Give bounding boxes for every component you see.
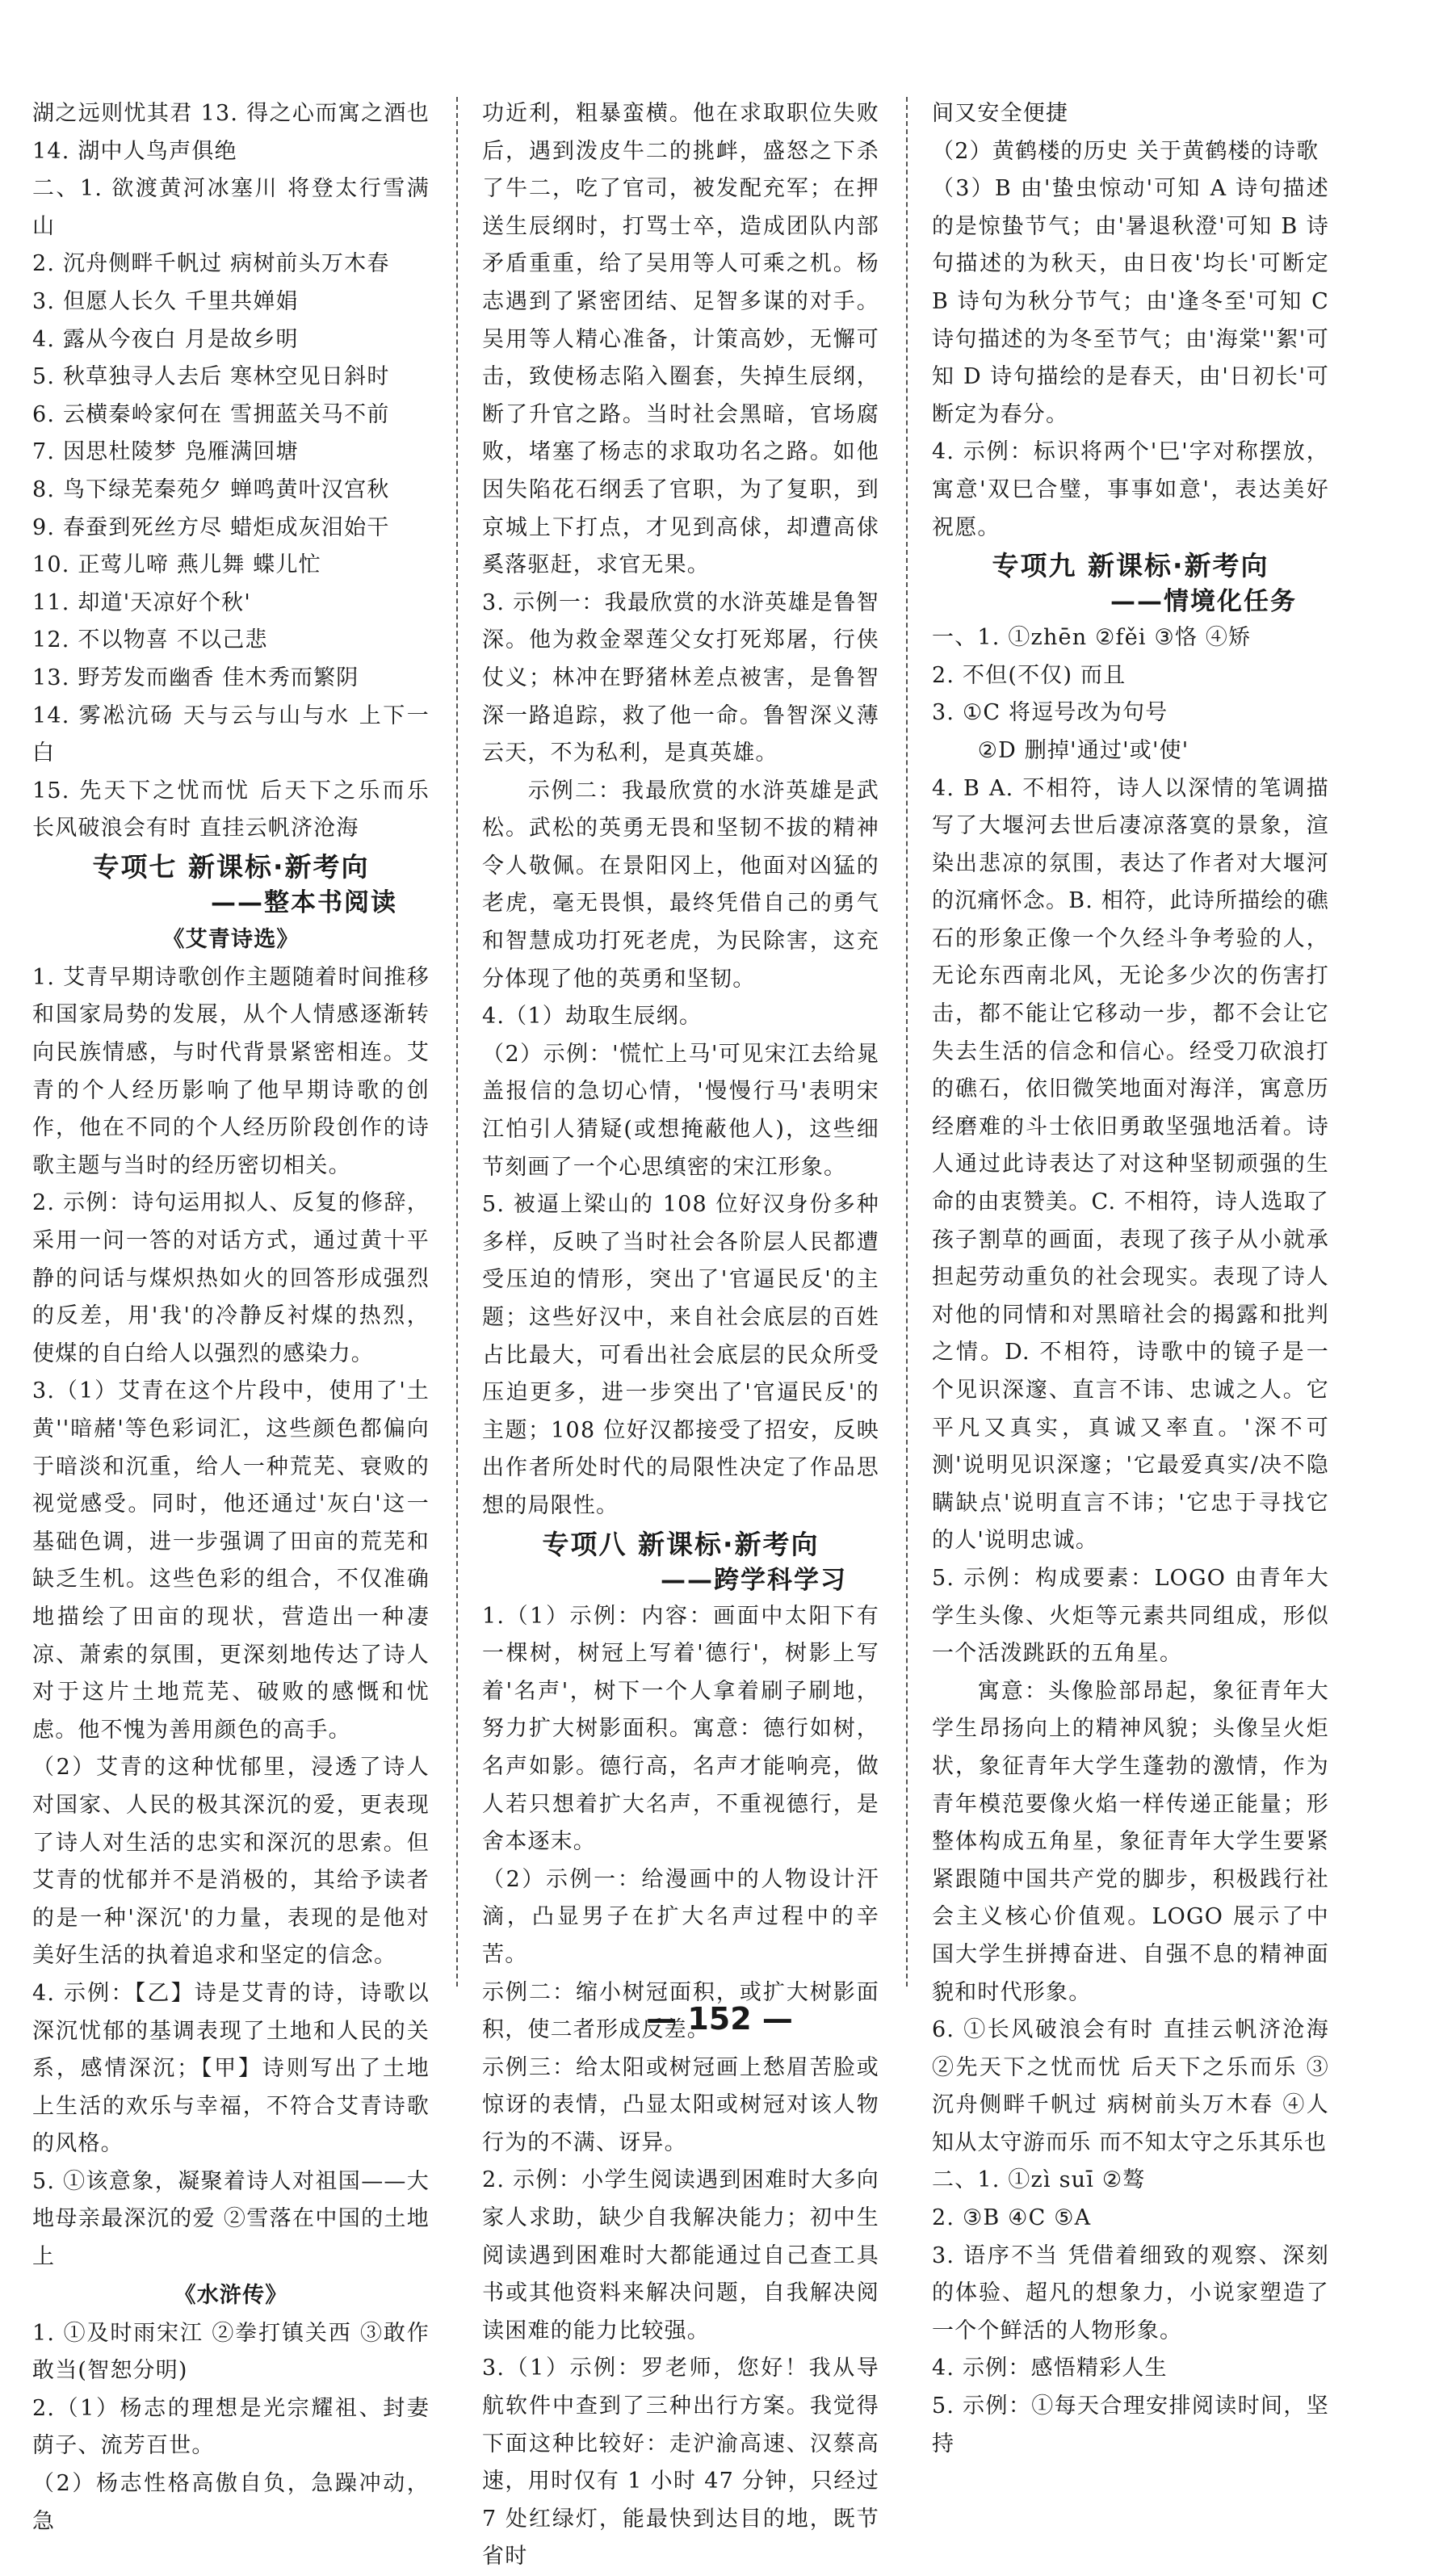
answer-line: 9. 春蚕到死丝方尽 蜡炬成灰泪始干 (32, 514, 390, 540)
answer-paragraph: ②D 删掉'通过'或'使' (977, 737, 1189, 763)
column-divider (906, 97, 908, 1987)
answer-paragraph: （2）示例一：给漫画中的人物设计汗滴，凸显男子在扩大名声过程中的辛苦。 (482, 1866, 879, 1967)
answer-paragraph: 3.（1）示例：罗老师，您好！我从导航软件中查到了三种出行方案。我觉得下面这种比较好：走沪渝高速、汉蔡高速，用时仅有 1 小时 47 分钟，只经过 7 处红绿灯，能最快到达目的地，既节省时 (482, 2356, 879, 2570)
column-divider (456, 97, 458, 1987)
answer-line: 7. 因思杜陵梦 凫雁满回塘 (32, 439, 299, 465)
answer-paragraph: 2. 不但(不仅) 而且 (932, 662, 1126, 688)
answer-paragraph: 4. 示例：【乙】诗是艾青的诗，诗歌以深沉忧郁的基调表现了土地和人民的关系，感情深沉；【甲】诗则写出了土地上生活的欢乐与幸福，不符合艾青诗歌的风格。 (32, 1980, 430, 2157)
answer-line: 6. 云横秦岭家何在 雪拥蓝关马不前 (32, 401, 390, 427)
column-right (932, 95, 1329, 2463)
answer-paragraph: 3.（1）艾青在这个片段中，使用了'土黄''暗赭'等色彩词汇，这些颜色都偏向于暗淡和沉重，给人一种荒芜、衰败的视觉感受。同时，他还通过'灰白'这一基础色调，进一步强调了田亩的荒芜和缺乏生机。这些色彩的组合，不仅准确地描绘了田亩的现状，营造出一种凄凉、萧索的氛围，更深刻地传达了诗人对于这片土地荒芜、破败的感慨和忧虑。他不愧为善用颜色的高手。 (32, 1378, 430, 1743)
answer-paragraph: 2. 示例：小学生阅读遇到困难时大多向家人求助，缺少自我解决能力；初中生阅读遇到困难时大都能通过自己查工具书或其他资料来解决问题，自我解决阅读困难的能力比较强。 (482, 2167, 879, 2343)
answer-paragraph: 5. ①该意象，凝聚着诗人对祖国——大地母亲最深沉的爱 ②雪落在中国的土地上 (32, 2168, 430, 2270)
section-title: 专项九 新课标·新考向 (992, 550, 1269, 582)
section-subtitle: ——跨学科学习 (661, 1565, 847, 1595)
section-subtitle: ——整本书阅读 (211, 887, 397, 917)
answer-paragraph: 示例三：给太阳或树冠画上愁眉苦脸或惊讶的表情，凸显太阳或树冠对该人物行为的不满、讶异。 (482, 2054, 879, 2155)
book-title: 《艾青诗选》 (162, 926, 300, 952)
answer-line: 11. 却道'天凉好个秋' (32, 589, 251, 615)
answer-paragraph: 二、1. ①zì suī ②骜 (932, 2167, 1146, 2193)
answer-paragraph: 4. 示例：感悟精彩人生 (932, 2356, 1168, 2381)
answer-paragraph: 示例二：缩小树冠面积，或扩大树影面积，使二者形成反差。 (482, 1979, 879, 2043)
answer-paragraph: 2. 示例：诗句运用拟人、反复的修辞，采用一问一答的对话方式，通过黄十平静的问话与煤炽热如火的回答形成强烈的反差，用'我'的冷静反衬煤的热烈，使煤的自白给人以强烈的感染力。 (32, 1190, 430, 1366)
answer-paragraph: 间又安全便捷 (932, 101, 1069, 126)
answer-paragraph: （3）B 由'蛰虫惊动'可知 A 诗句描述的是惊蛰节气；由'暑退秋澄'可知 B 诗句描述的为秋天，由日夜'均长'可断定 B 诗句为秋分节气；由'逢冬至'可知 C 诗句描述的为冬至节气；由'海棠''絮'可知 D 诗句描绘的是春天，由'日初长'可断定为春分。 (932, 176, 1329, 427)
answer-paragraph: 3. 语序不当 凭借着细致的观察、深刻的体验、超凡的想象力，小说家塑造了一个个鲜活的人物形象。 (932, 2242, 1329, 2343)
answer-paragraph: 5. 被逼上梁山的 108 位好汉身份多种多样，反映了当时社会各阶层人民都遭受压迫的情形，突出了'官逼民反'的主题；这些好汉中，来自社会底层的百姓占比最大，可看出社会底层的民众所受压迫更多，进一步突出了'官逼民反'的主题；108 位好汉都接受了招安，反映出作者所处时代的局限性决定了作品思想的局限性。 (482, 1192, 879, 1518)
answer-paragraph: 3. ①C 将逗号改为句号 (932, 700, 1168, 726)
answer-line: 13. 野芳发而幽香 佳木秀而繁阴 (32, 665, 359, 690)
answer-paragraph: 5. 示例：构成要素：LOGO 由青年大学生头像、火炬等元素共同组成，形似一个活泼跳跃的五角星。 (932, 1565, 1329, 1667)
section-title: 专项八 新课标·新考向 (542, 1528, 820, 1560)
answer-paragraph: 6. ①长风破浪会有时 直挂云帆济沧海 ②先天下之忧而忧 后天下之乐而乐 ③沉舟侧畔千帆过 病树前头万木春 ④人知从太守游而乐 而不知太守之乐其乐也 (932, 2017, 1329, 2155)
answer-paragraph: 一、1. ①zhēn ②fěi ③恪 ④矫 (932, 625, 1252, 651)
answer-line: 2. 沉舟侧畔千帆过 病树前头万木春 (32, 251, 390, 277)
answer-paragraph: 1. ①及时雨宋江 ②拳打镇关西 ③敢作敢当(智恕分明) (32, 2320, 430, 2384)
answer-paragraph: 5. 示例：①每天合理安排阅读时间，坚持 (932, 2393, 1329, 2456)
answer-paragraph: 3. 示例一：我最欣赏的水浒英雄是鲁智深。他为救金翠莲父女打死郑屠，行侠仗义；林冲在野猪林差点被害，是鲁智深一路追踪，救了他一命。鲁智深义薄云天，不为私利，是真英雄。 (482, 589, 879, 766)
answer-line: 12. 不以物喜 不以己悲 (32, 627, 268, 653)
answer-paragraph: 示例二：我最欣赏的水浒英雄是武松。武松的英勇无畏和坚韧不拔的精神令人敬佩。在景阳冈上，他面对凶猛的老虎，毫无畏惧，最终凭借自己的勇气和智慧成功打死老虎，为民除害，这充分体现了他的英勇和坚韧。 (482, 778, 879, 992)
answer-paragraph: 2.（1）杨志的理想是光宗耀祖、封妻荫子、流芳百世。 (32, 2395, 430, 2459)
answer-paragraph: 4.（1）劫取生辰纲。 (482, 1004, 703, 1030)
book-title: 《水浒传》 (174, 2282, 288, 2308)
column-middle (482, 95, 879, 2576)
answer-line: 5. 秋草独寻人去后 寒林空见日斜时 (32, 364, 390, 390)
answer-line: 15. 先天下之忧而忧 后天下之乐而乐 长风破浪会有时 直挂云帆济沧海 (32, 778, 430, 841)
answer-paragraph: （2）示例：'慌忙上马'可见宋江去给晁盖报信的急切心情，'慢慢行马'表明宋江怕引人猜疑(或想掩蔽他人)，这些细节刻画了一个心思缜密的宋江形象。 (482, 1041, 879, 1180)
section-subtitle: ——情境化任务 (1110, 587, 1297, 617)
answer-line: 4. 露从今夜白 月是故乡明 (32, 326, 299, 352)
answer-paragraph: （2）艾青的这种忧郁里，浸透了诗人对国家、人民的极其深沉的爱，更表现了诗人对生活的忠实和深沉的思索。但艾青的忧郁并不是消极的，其给予读者的是一种'深沉'的力量，表现的是他对美好生活的执着追求和坚定的信念。 (32, 1755, 430, 1969)
page-number: — 152 — (646, 2001, 793, 2037)
answer-paragraph: 1.（1）示例：内容：画面中太阳下有一棵树，树冠上写着'德行'，树影上写着'名声'，树下一个人拿着刷子刷地，努力扩大树影面积。寓意：德行如树，名声如影。德行高，名声才能响亮，做人若只想着扩大名声，不重视德行，是舍本逐末。 (482, 1603, 879, 1855)
section-title: 专项七 新课标·新考向 (92, 850, 370, 883)
answer-paragraph: 4. B A. 不相符，诗人以深情的笔调描写了大堰河去世后凄凉落寞的景象，渲染出悲凉的氛围，表达了作者对大堰河的沉痛怀念。B. 相符，此诗所描绘的礁石的形象正像一个久经斗争考验的人，无论东西南北风，无论多少次的伤害打击，都不能让它移动一步，都不会让它失去生活的信念和信心。经受刀砍浪打的礁石，依旧微笑地面对海洋，寓意历经磨难的斗士依旧勇敢坚强地活着。诗人通过此诗表达了对这种坚韧顽强的生命的由衷赞美。C. 不相符，诗人选取了孩子割草的画面，表现了孩子从小就承担起劳动重负的社会现实。表现了诗人对他的同情和对黑暗社会的揭露和批判之情。D. 不相符，诗歌中的镜子是一个见识深邃、直言不讳、忠诚之人。它平凡又真实，真诚又率直。'深不可测'说明见识深邃；'它最爱真实/决不隐瞒缺点'说明直言不讳；'它忠于寻找它的人'说明忠诚。 (932, 775, 1329, 1554)
answer-line: 8. 鸟下绿芜秦苑夕 蝉鸣黄叶汉宫秋 (32, 476, 390, 502)
answer-paragraph: 寓意：头像脸部昂起，象征青年大学生昂扬向上的精神风貌；头像呈火炬状，象征青年大学生蓬勃的激情，作为青年模范要像火焰一样传递正能量；形整体构成五角星，象征青年大学生要紧紧跟随中国共产党的脚步，积极践行社会主义核心价值观。LOGO 展示了中国大学生拼搏奋进、自强不息的精神面貌和时代形象。 (932, 1678, 1329, 2005)
answer-line: 3. 但愿人长久 千里共婵娟 (32, 288, 299, 314)
answer-paragraph: 功近利，粗暴蛮横。他在求取职位失败后，遇到泼皮牛二的挑衅，盛怒之下杀了牛二，吃了官司，被发配充军；在押送生辰纲时，打骂士卒，造成团队内部矛盾重重，给了吴用等人可乘之机。杨志遇到了紧密团结、足智多谋的对手。吴用等人精心准备，计策高妙，无懈可击，致使杨志陷入圈套，失掉生辰纲，断了升官之路。当时社会黑暗，官场腐败，堵塞了杨志的求取功名之路。如他因失陷花石纲丢了官职，为了复职，到京城上下打点，才见到高俅，却遭高俅奚落驱赶，求官无果。 (482, 101, 879, 578)
answer-paragraph: （2）杨志性格高傲自负，急躁冲动，急 (32, 2471, 430, 2534)
answer-line: 10. 正莺儿啼 燕儿舞 蝶儿忙 (32, 552, 321, 578)
column-left (32, 95, 430, 2540)
answer-line: 14. 雾凇沆砀 天与云与山与水 上下一白 (32, 703, 430, 766)
answer-line: 湖之远则忧其君 13. 得之心而寓之酒也 14. 湖中人鸟声俱绝 (32, 101, 430, 164)
answer-paragraph: 2. ③B ④C ⑤A (932, 2205, 1092, 2231)
answer-paragraph: 4. 示例：标识将两个'巳'字对称摆放，寓意'双巳合璧，事事如意'，表达美好祝愿。 (932, 439, 1329, 540)
answer-paragraph: 1. 艾青早期诗歌创作主题随着时间推移和国家局势的发展，从个人情感逐渐转向民族情感，与时代背景紧密相连。艾青的个人经历影响了他早期诗歌的创作，他在不同的个人经历阶段创作的诗歌主题与当时的经历密切相关。 (32, 964, 430, 1178)
answer-paragraph: （2）黄鹤楼的历史 关于黄鹤楼的诗歌 (932, 138, 1319, 164)
answer-line: 二、1. 欲渡黄河冰塞川 将登太行雪满山 (32, 176, 430, 239)
